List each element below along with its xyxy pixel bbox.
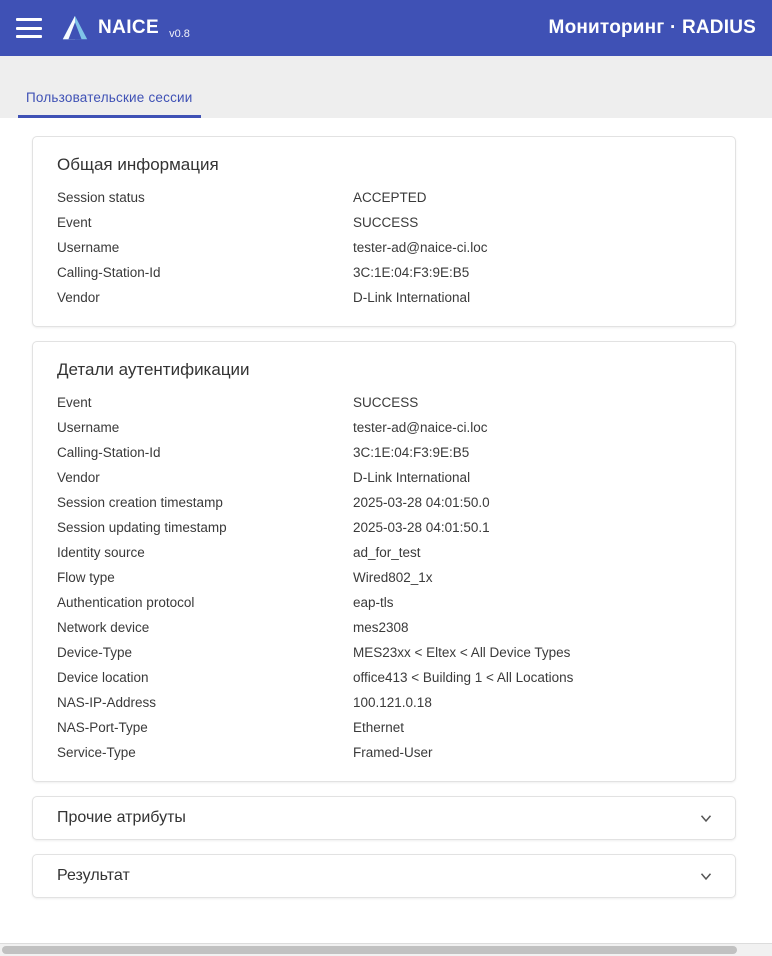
row-key: Vendor [57, 470, 100, 485]
page-title: Мониторинг · RADIUS [548, 17, 756, 38]
row-value: office413 < Building 1 < All Locations [353, 670, 574, 685]
table-row [57, 390, 711, 415]
row-key: Flow type [57, 570, 115, 585]
table-row [57, 515, 711, 540]
row-key: NAS-Port-Type [57, 720, 148, 735]
row-value: MES23xx < Eltex < All Device Types [353, 645, 571, 660]
row-value: D-Link International [353, 290, 471, 305]
row-key: Identity source [57, 545, 145, 560]
row-value: 3C:1E:04:F3:9E:B5 [353, 265, 470, 280]
row-key: Authentication protocol [57, 595, 195, 610]
general-info-card [32, 136, 736, 327]
auth-details-title: Детали аутентификации [57, 360, 250, 379]
table-row [57, 185, 711, 210]
row-value: D-Link International [353, 470, 471, 485]
row-value: Framed-User [353, 745, 433, 760]
tab-user-sessions[interactable]: Пользовательские сессии [18, 90, 201, 118]
app-header [0, 0, 772, 56]
brand-name: NAICE [98, 17, 160, 38]
brand[interactable] [60, 13, 190, 43]
table-row [57, 415, 711, 440]
row-key: Device location [57, 670, 149, 685]
table-row [57, 740, 711, 765]
row-key: Session creation timestamp [57, 495, 223, 510]
row-value: Ethernet [353, 720, 405, 735]
scrollbar-thumb[interactable] [2, 946, 737, 954]
row-key: Username [57, 240, 120, 255]
row-key: Event [57, 215, 92, 230]
auth-details-table [57, 390, 711, 765]
result-title: Результат [57, 867, 130, 884]
other-attributes-section[interactable] [32, 796, 736, 840]
table-row [57, 690, 711, 715]
row-key: Username [57, 420, 120, 435]
row-value: tester-ad@naice-ci.loc [353, 420, 488, 435]
table-row [57, 210, 711, 235]
general-info-table [57, 185, 711, 310]
table-row [57, 590, 711, 615]
table-row [57, 665, 711, 690]
table-row [57, 285, 711, 310]
table-row [57, 490, 711, 515]
row-value: 2025-03-28 04:01:50.0 [353, 495, 490, 510]
table-row [57, 715, 711, 740]
tab-bar [0, 56, 772, 118]
row-value: SUCCESS [353, 395, 419, 410]
table-row [57, 260, 711, 285]
hamburger-menu-icon[interactable] [16, 18, 42, 38]
row-key: Service-Type [57, 745, 136, 760]
table-row [57, 640, 711, 665]
other-attributes-title: Прочие атрибуты [57, 809, 186, 826]
table-row [57, 465, 711, 490]
row-key: Calling-Station-Id [57, 265, 161, 280]
row-key: NAS-IP-Address [57, 695, 157, 710]
row-key: Network device [57, 620, 150, 635]
row-value: 100.121.0.18 [353, 695, 432, 710]
table-row [57, 235, 711, 260]
table-row [57, 565, 711, 590]
chevron-down-icon[interactable] [697, 867, 715, 885]
chevron-down-icon[interactable] [697, 809, 715, 827]
row-key: Vendor [57, 290, 100, 305]
row-key: Session status [57, 190, 145, 205]
row-key: Calling-Station-Id [57, 445, 161, 460]
row-value: ACCEPTED [353, 190, 427, 205]
row-value: 3C:1E:04:F3:9E:B5 [353, 445, 470, 460]
row-value: eap-tls [353, 595, 394, 610]
row-key: Device-Type [57, 645, 133, 660]
scroll-area[interactable] [14, 136, 758, 956]
row-value: tester-ad@naice-ci.loc [353, 240, 488, 255]
general-info-title: Общая информация [57, 155, 219, 174]
table-row [57, 440, 711, 465]
row-value: 2025-03-28 04:01:50.1 [353, 520, 490, 535]
naice-logo-icon [60, 13, 90, 43]
row-value: Wired802_1x [353, 570, 433, 585]
row-value: mes2308 [353, 620, 409, 635]
main-content [0, 118, 772, 956]
horizontal-scrollbar[interactable] [0, 943, 772, 956]
row-key: Session updating timestamp [57, 520, 227, 535]
table-row [57, 540, 711, 565]
row-value: ad_for_test [353, 545, 421, 560]
result-section[interactable] [32, 854, 736, 898]
table-row [57, 615, 711, 640]
row-key: Event [57, 395, 92, 410]
brand-version: v0.8 [169, 28, 190, 40]
row-value: SUCCESS [353, 215, 419, 230]
auth-details-card [32, 341, 736, 782]
